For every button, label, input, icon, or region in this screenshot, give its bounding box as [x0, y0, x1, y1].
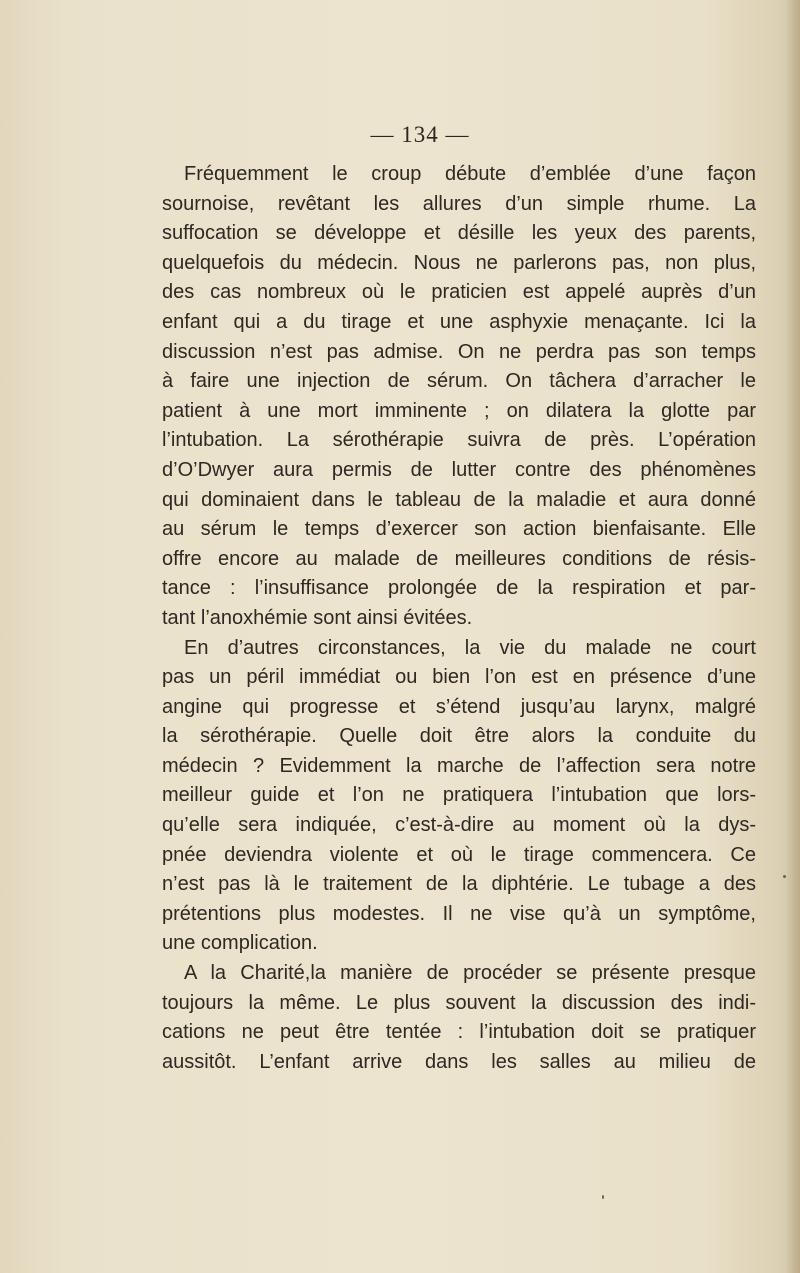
paper-speck	[602, 1195, 604, 1199]
text-line: suffocation se développe et désille les yeux des parents,	[162, 222, 756, 245]
text-line: angine qui progresse et s’étend jusqu’au larynx, malgré	[162, 695, 756, 718]
text-line: aussitôt. L’enfant arrive dans les salles au milieu de	[162, 1050, 756, 1073]
text-line: n’est pas là le traitement de la diphtérie. Le tubage a des	[162, 873, 756, 896]
text-line: meilleur guide et l’on ne pratiquera l’intubation que lors-	[162, 784, 756, 807]
page-edge-shadow	[786, 0, 800, 1273]
text-line: pas un péril immédiat ou bien l’on est en présence d’une	[162, 666, 756, 689]
text-line: au sérum le temps d’exercer son action bienfaisante. Elle	[162, 518, 756, 541]
text-line: tance : l’insuffisance prolongée de la respiration et par-	[162, 577, 756, 600]
text-line: la sérothérapie. Quelle doit être alors la conduite du	[162, 725, 756, 748]
text-line: pnée deviendra violente et où le tirage commencera. Ce	[162, 843, 756, 866]
page-number: — 134 —	[370, 122, 470, 147]
text-line: sournoise, revêtant les allures d’un simple rhume. La	[162, 192, 756, 215]
text-line: quelquefois du médecin. Nous ne parlerons pas, non plus,	[162, 251, 756, 274]
text-line: à faire une injection de sérum. On tâchera d’arracher le	[162, 370, 756, 393]
text-line: Fréquemment le croup débute d’emblée d’une façon	[184, 163, 756, 185]
text-line: l’intubation. La sérothérapie suivra de près. L’opération	[162, 429, 756, 452]
text-line: qu’elle sera indiquée, c’est-à-dire au moment où la dys-	[162, 814, 756, 837]
text-line: une complication.	[162, 932, 318, 955]
text-line: d’O’Dwyer aura permis de lutter contre des phénomènes	[162, 458, 756, 481]
text-line: offre encore au malade de meilleures conditions de résis-	[162, 547, 756, 570]
text-line: A la Charité,la manière de procéder se présente presque	[184, 962, 756, 985]
text-line: patient à une mort imminente ; on dilatera la glotte par	[162, 399, 756, 422]
text-line: des cas nombreux où le praticien est appelé auprès d’un	[162, 281, 756, 304]
text-line: toujours la même. Le plus souvent la discussion des indi-	[162, 991, 756, 1014]
text-line: prétentions plus modestes. Il ne vise qu’à un symptôme,	[162, 902, 756, 925]
text-line: discussion n’est pas admise. On ne perdra pas son temps	[162, 340, 756, 363]
text-line: qui dominaient dans le tableau de la maladie et aura donné	[162, 488, 756, 511]
text-line: médecin ? Evidemment la marche de l’affection sera notre	[162, 754, 756, 777]
text-line: tant l’anoxhémie sont ainsi évitées.	[162, 606, 473, 629]
text-line: En d’autres circonstances, la vie du malade ne court	[184, 636, 756, 659]
text-line: cations ne peut être tentée : l’intubation doit se pratiquer	[162, 1021, 756, 1044]
paper-speck	[783, 875, 786, 878]
text-line: enfant qui a du tirage et une asphyxie menaçante. Ici la	[162, 310, 756, 333]
body-text	[162, 160, 756, 1077]
